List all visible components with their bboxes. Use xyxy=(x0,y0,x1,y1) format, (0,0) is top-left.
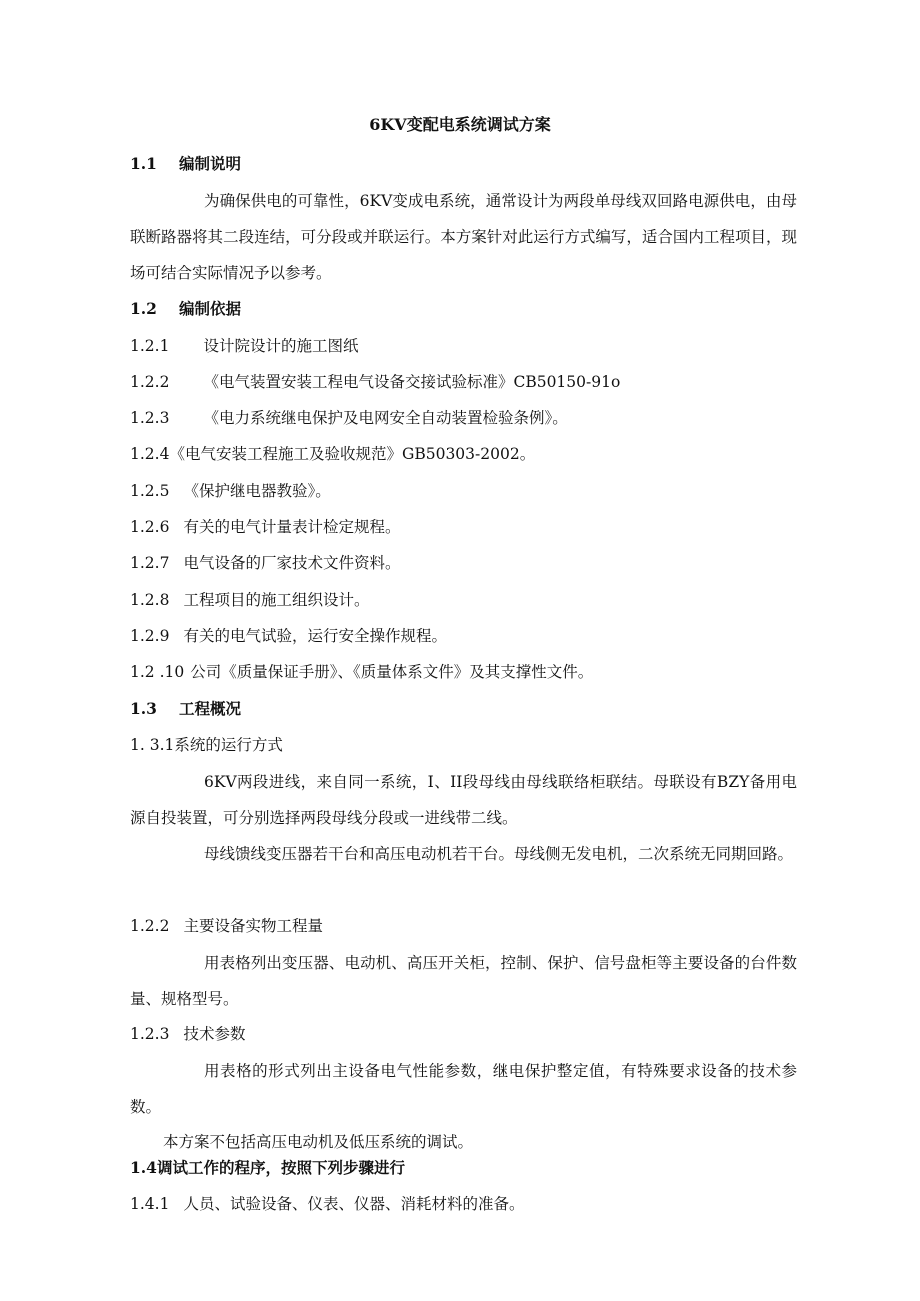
item-number: 1.2.6 xyxy=(130,518,170,536)
item-number: 1. 3.1 xyxy=(130,736,175,754)
item-number: 1.2.2 xyxy=(130,917,170,935)
item-text: 设计院设计的施工图纸 xyxy=(203,337,359,355)
subsection-paragraph: 6KV两段进线，来自同一系统，I、II段母线由母线联络柜联结。母联设有BZY备用电源自投装置，可分别选择两段母线分段或一进线带二线。 xyxy=(130,773,797,827)
item-text: 工程项目的施工组织设计。 xyxy=(183,591,370,609)
section-1-4-heading: 1.4调试工作的程序，按照下列步骤进行 xyxy=(130,1158,405,1177)
section-1-2-heading xyxy=(130,298,241,320)
item-number: 1.2.1 xyxy=(130,337,170,355)
subsection-heading xyxy=(130,915,323,937)
list-item xyxy=(130,480,331,502)
list-item xyxy=(130,335,358,357)
item-text: 《电气装置安装工程电气设备交接试验标准》CB50150-91o xyxy=(203,373,621,391)
item-number: 1.2.3 xyxy=(130,1025,170,1043)
item-number: 1.2.8 xyxy=(130,591,170,609)
item-text: 公司《质量保证手册》、《质量体系文件》及其支撑性文件。 xyxy=(190,663,594,681)
subsection-paragraph: 母线馈线变压器若干台和高压电动机若干台。母线侧无发电机，二次系统无同期回路。 xyxy=(204,845,794,863)
item-number: 1.2.3 xyxy=(130,409,170,427)
subsection-heading xyxy=(130,1023,245,1045)
item-number: 1.2.5 xyxy=(130,482,170,500)
scope-note: 本方案不包括高压电动机及低压系统的调试。 xyxy=(163,1133,474,1151)
section-title: 工程概况 xyxy=(178,699,241,718)
item-text: 主要设备实物工程量 xyxy=(183,917,323,935)
item-number: 1.4.1 xyxy=(130,1195,170,1213)
list-item xyxy=(130,661,593,683)
list-item xyxy=(130,1193,524,1215)
item-number: 1.2 .10 xyxy=(130,663,185,681)
item-text: 《电气安装工程施工及验收规范》GB50303-2002。 xyxy=(169,445,536,463)
section-number: 1.1 xyxy=(130,154,157,173)
subsection-paragraph: 用表格列出变压器、电动机、高压开关柜，控制、保护、信号盘柜等主要设备的台件数量、规格型号。 xyxy=(130,954,797,1008)
item-number: 1.2.7 xyxy=(130,554,170,572)
section-title: 编制依据 xyxy=(178,299,241,318)
item-number: 1.2.9 xyxy=(130,627,170,645)
section-title: 编制说明 xyxy=(178,154,241,173)
section-number: 1.3 xyxy=(130,699,157,718)
item-text: 《保护继电器教验》。 xyxy=(183,482,331,500)
item-number: 1.2.2 xyxy=(130,373,170,391)
list-item xyxy=(130,589,369,611)
subsection-paragraph: 用表格的形式列出主设备电气性能参数，继电保护整定值，有特殊要求设备的技术参数。 xyxy=(130,1062,797,1116)
item-text: 人员、试验设备、仪表、仪器、消耗材料的准备。 xyxy=(183,1195,525,1213)
list-item xyxy=(130,443,535,465)
section-1-1-heading xyxy=(130,153,241,175)
list-item xyxy=(130,625,447,647)
item-text: 电气设备的厂家技术文件资料。 xyxy=(183,554,401,572)
item-text: 系统的运行方式 xyxy=(174,736,283,754)
item-text: 技术参数 xyxy=(183,1025,246,1043)
item-text: 《电力系统继电保护及电网安全自动装置检验条例》。 xyxy=(203,409,568,427)
document-title: 6KV变配电系统调试方案 xyxy=(369,115,551,134)
section-number: 1.2 xyxy=(130,299,157,318)
list-item xyxy=(130,516,400,538)
subsection-heading xyxy=(130,734,283,756)
list-item xyxy=(130,407,568,429)
item-number: 1.2.4 xyxy=(130,445,170,463)
section-1-1-paragraph: 为确保供电的可靠性，6KV变成电系统，通常设计为两段单母线双回路电源供电，由母联断路器将其二段连结，可分段或并联运行。本方案针对此运行方式编写，适合国内工程项目，现场可结合实际情况予以参考。 xyxy=(130,192,797,282)
item-text: 有关的电气试验，运行安全操作规程。 xyxy=(183,627,447,645)
section-1-3-heading xyxy=(130,698,241,720)
list-item xyxy=(130,552,400,574)
item-text: 有关的电气计量表计检定规程。 xyxy=(183,518,401,536)
list-item xyxy=(130,371,620,393)
